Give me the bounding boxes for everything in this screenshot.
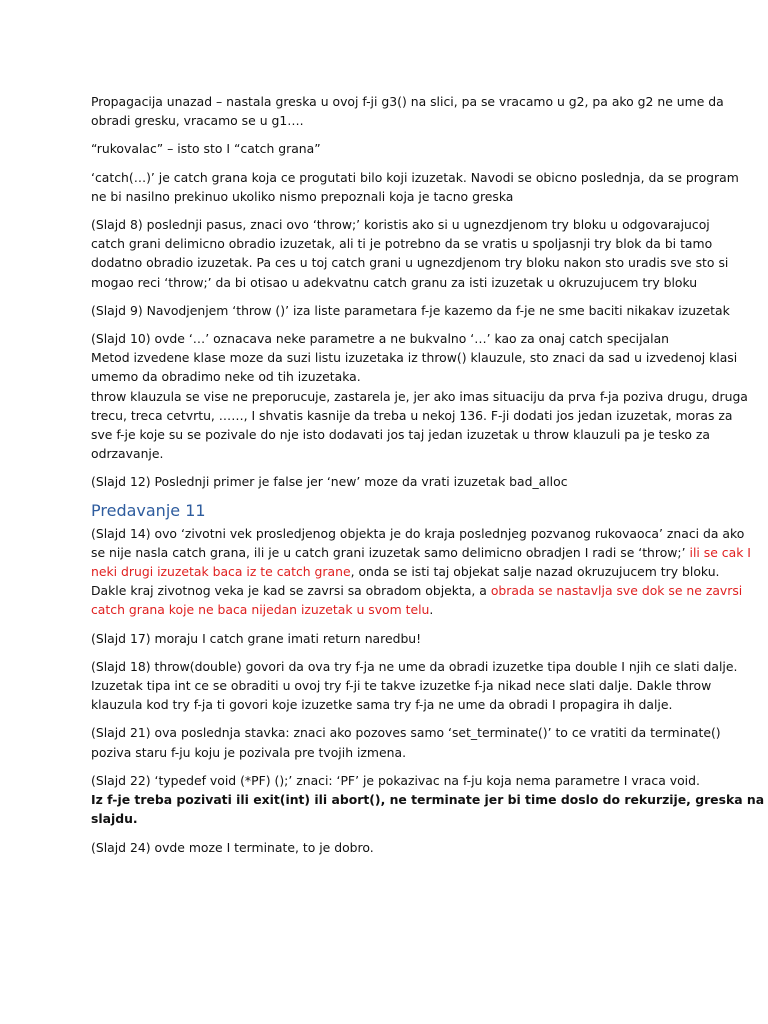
- paragraph-propagation: [91, 92, 724, 130]
- text-line: (Slajd 10) ovde ‘…’ oznacava neke parametre a ne bukvalno ‘…’ kao za onaj catch specijalan: [91, 331, 670, 347]
- text-line: odrzavanje.: [91, 446, 164, 462]
- text-line: catch grani delimicno obradio izuzetak, ali ti je potrebno da se vratis u spoljasnji try blok da bi tamo: [91, 236, 713, 252]
- text-line: (Slajd 17) moraju I catch grane imati return naredbu!: [91, 630, 422, 646]
- text-line: Propagacija unazad – nastala greska u ovoj f-ji g3() na slici, pa se vracamo u g2, pa ako g2 ne ume da: [91, 94, 724, 109]
- paragraph-slajd-10: [91, 329, 748, 463]
- text-line: (Slajd 24) ovde moze I terminate, to je dobro.: [91, 839, 374, 855]
- text-line: (Slajd 12) Poslednji primer je false jer ‘new’ moze da vrati izuzetak bad_alloc: [91, 474, 568, 490]
- paragraph-slajd-22: [91, 771, 765, 829]
- text-line: Izuzetak tipa int ce se obraditi u ovoj try f-ji te takve izuzetke f-ja nikad nece slati dalje. Dakle throw: [91, 678, 712, 694]
- paragraph-slajd-8: [91, 215, 729, 292]
- highlighted-text: ili se cak I: [689, 544, 751, 560]
- text-line: (Slajd 8) poslednji pasus, znaci ovo ‘throw;’ koristis ako si u ugnezdjenom try bloku u odgovarajucoj: [91, 217, 710, 233]
- paragraph-slajd-21: [91, 723, 721, 761]
- text-line: [91, 562, 720, 581]
- bold-text-line: Iz f-je treba pozivati ili exit(int) ili abort(), ne terminate jer bi time doslo do rekurzije, greska na: [91, 792, 765, 808]
- paragraph-slajd-14: [91, 524, 751, 620]
- paragraph-rukovalac: [91, 139, 681, 158]
- text-line: (Slajd 21) ova poslednja stavka: znaci ako pozoves samo ‘set_terminate()’ to ce vratiti da terminate(): [91, 725, 721, 741]
- text-line: [91, 581, 743, 600]
- paragraph-slajd-9: [91, 301, 730, 320]
- text-run: , onda se isti taj objekat salje nazad okruzujucem try bloku.: [350, 564, 720, 580]
- paragraph-slajd-18: [91, 657, 738, 715]
- text-line: throw klauzula se vise ne preporucuje, zastarela je, jer ako imas situaciju da prva f-ja poziva drugu, druga: [91, 388, 748, 404]
- text-line: Metod izvedene klase moze da suzi listu izuzetaka iz throw() klauzule, sto znaci da sad u izvedenoj klasi: [91, 350, 738, 366]
- text-run: se nije nasla catch grana, ili je u catch grani izuzetak samo delimicno obradjen I radi se ‘throw;’: [91, 544, 690, 560]
- text-line: ne bi nasilno prekinuo ukoliko nismo prepoznali koja je tacno greska: [91, 188, 514, 204]
- highlighted-text: obrada se nastavlja sve dok se ne zavrsi: [490, 583, 743, 599]
- text-line: ‘catch(…)’ je catch grana koja ce progutati bilo koji izuzetak. Navodi se obicno poslednja, da se program: [91, 169, 739, 185]
- section-heading: Predavanje 11: [91, 500, 206, 520]
- document-page: [91, 92, 765, 866]
- text-line: “rukovalac” – isto sto I “catch grana”: [91, 141, 321, 157]
- highlighted-text: neki drugi izuzetak baca iz te catch grane: [91, 564, 351, 580]
- text-line: [91, 600, 681, 619]
- highlighted-text: catch grana koje ne baca nijedan izuzetak u svom telu: [91, 602, 430, 618]
- text-line: trecu, treca cetvrtu, ……, I shvatis kasnije da treba u nekoj 136. F-ji dodati jos jedan izuzetak, moras za: [91, 407, 733, 423]
- text-line: dodatno obradio izuzetak. Pa ces u toj catch grani u ugnezdjenom try bloku nakon sto uradis sve sto si: [91, 255, 729, 271]
- text-line: (Slajd 14) ovo ‘zivotni vek prosledjenog objekta je do kraja poslednjeg pozvanog rukovaoca’ znaci da ako: [91, 525, 745, 541]
- text-line: klauzula kod try f-ja ti govori koje izuzetke sama try f-ja ne ume da obradi I propagira ih dalje.: [91, 697, 673, 713]
- bold-text-line: slajdu.: [91, 811, 138, 827]
- text-run: Dakle kraj zivotnog veka je kad se zavrsi sa obradom objekta, a: [91, 583, 491, 599]
- text-line: [91, 543, 751, 562]
- text-line: (Slajd 22) ‘typedef void (*PF) ();’ znaci: ‘PF’ je pokazivac na f-ju koja nema parametre I vraca void.: [91, 772, 700, 788]
- text-line: mogao reci ‘throw;’ da bi otisao u adekvatnu catch granu za isti izuzetak u okruzujucem try bloku: [91, 274, 698, 290]
- paragraph-slajd-24: [91, 838, 681, 857]
- paragraph-slajd-12: [91, 472, 681, 491]
- text-run: .: [429, 602, 434, 618]
- paragraph-slajd-17: [91, 629, 681, 648]
- text-line: (Slajd 18) throw(double) govori da ova try f-ja ne ume da obradi izuzetke tipa double I njih ce slati dalje.: [91, 658, 738, 674]
- paragraph-catch-all: [91, 168, 739, 206]
- text-line: (Slajd 9) Navodjenjem ‘throw ()’ iza liste parametara f-je kazemo da f-je ne sme baciti nikakav izuzetak: [91, 302, 730, 318]
- text-line: sve f-je koje su se pozivale do nje isto dodavati jos taj jedan izuzetak u throw klauzuli pa je tesko za: [91, 427, 710, 443]
- text-line: umemo da obradimo neke od tih izuzetaka.: [91, 369, 361, 385]
- text-line: obradi gresku, vracamo se u g1….: [91, 113, 304, 129]
- text-line: poziva staru f-ju koju je pozivala pre tvojih izmena.: [91, 744, 407, 760]
